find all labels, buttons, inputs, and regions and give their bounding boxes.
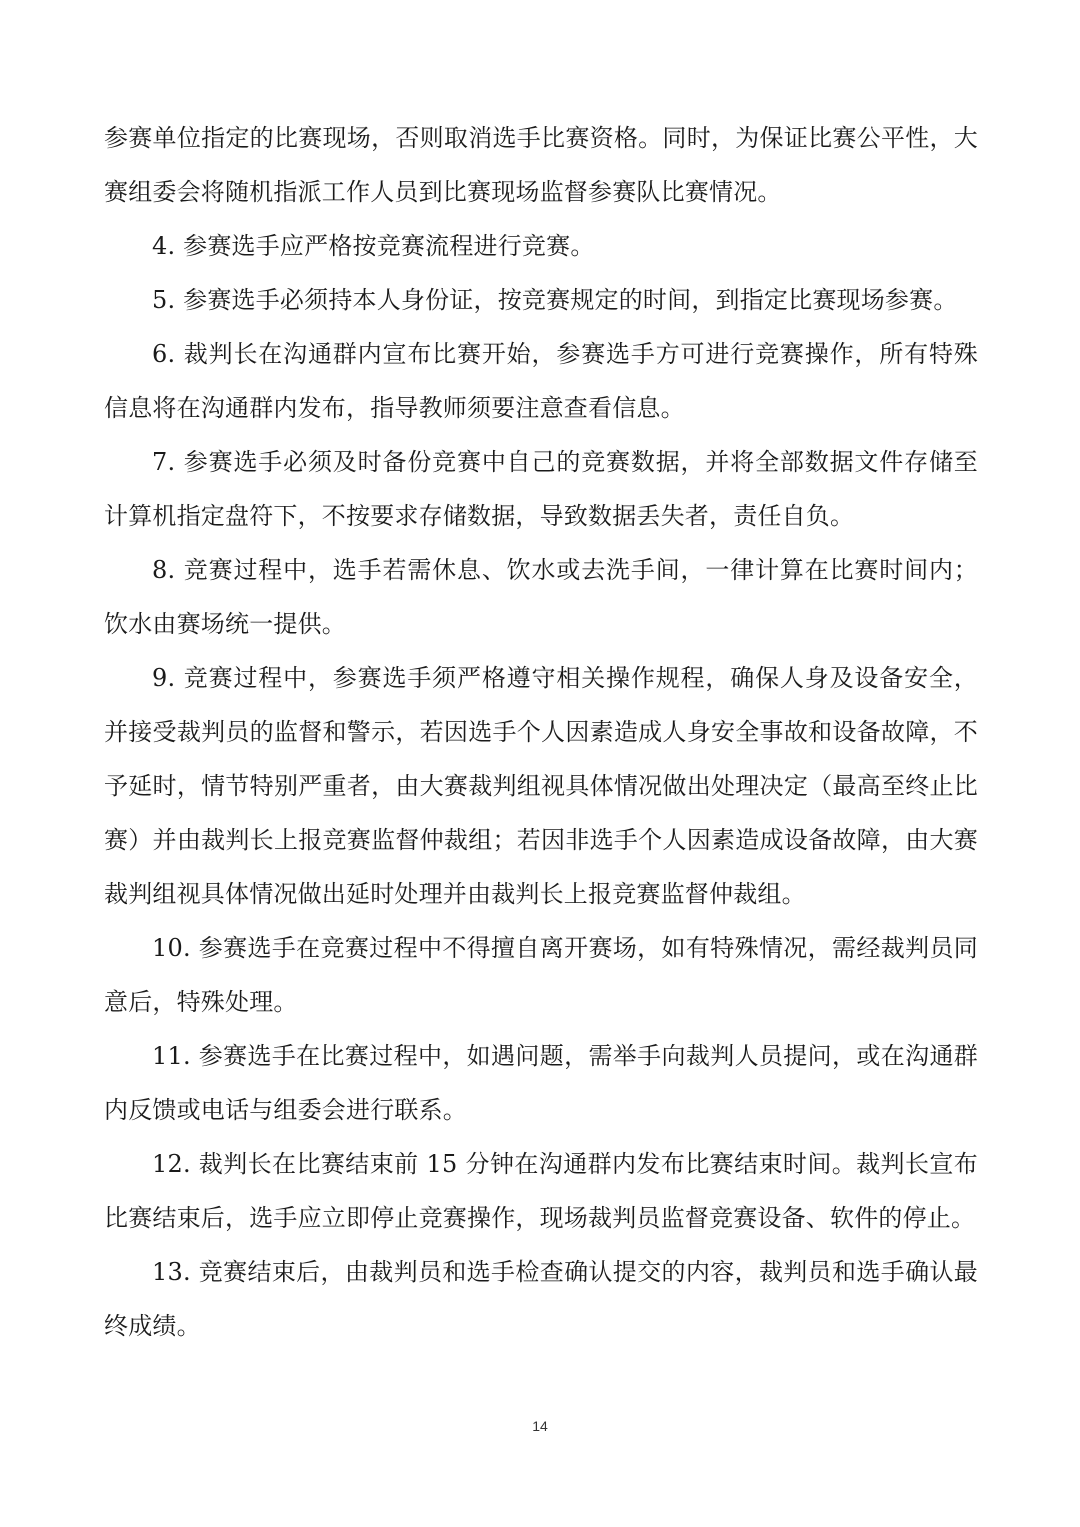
paragraph-rule-10: 10. 参赛选手在竞赛过程中不得擅自离开赛场，如有特殊情况，需经裁判员同意后，特殊处理。 xyxy=(104,934,978,1016)
paragraph-rule-11: 11. 参赛选手在比赛过程中，如遇问题，需举手向裁判人员提问，或在沟通群内反馈或电话与组委会进行联系。 xyxy=(104,1042,978,1124)
paragraph-rule-8: 8. 竞赛过程中，选手若需休息、饮水或去洗手间，一律计算在比赛时间内；饮水由赛场统一提供。 xyxy=(104,556,978,638)
paragraph-rule-7: 7. 参赛选手必须及时备份竞赛中自己的竞赛数据，并将全部数据文件存储至计算机指定盘符下，不按要求存储数据，导致数据丢失者，责任自负。 xyxy=(104,448,978,530)
document-body xyxy=(104,111,978,1353)
paragraph-rule-5: 5. 参赛选手必须持本人身份证，按竞赛规定的时间，到指定比赛现场参赛。 xyxy=(152,286,958,314)
paragraph-rule-4: 4. 参赛选手应严格按竞赛流程进行竞赛。 xyxy=(152,232,595,260)
paragraph-rule-12: 12. 裁判长在比赛结束前 15 分钟在沟通群内发布比赛结束时间。裁判长宣布比赛结束后，选手应立即停止竞赛操作，现场裁判员监督竞赛设备、软件的停止。 xyxy=(104,1150,978,1232)
paragraph-continuation: 参赛单位指定的比赛现场，否则取消选手比赛资格。同时，为保证比赛公平性，大赛组委会将随机指派工作人员到比赛现场监督参赛队比赛情况。 xyxy=(104,124,978,206)
paragraph-rule-6: 6. 裁判长在沟通群内宣布比赛开始，参赛选手方可进行竞赛操作，所有特殊信息将在沟通群内发布，指导教师须要注意查看信息。 xyxy=(104,340,978,422)
paragraph-rule-9: 9. 竞赛过程中，参赛选手须严格遵守相关操作规程，确保人身及设备安全，并接受裁判员的监督和警示，若因选手个人因素造成人身安全事故和设备故障，不予延时，情节特别严重者，由大赛裁判组视具体情况做出处理决定（最高至终止比赛）并由裁判长上报竞赛监督仲裁组；若因非选手个人因素造成设备故障，由大赛裁判组视具体情况做出延时处理并由裁判长上报竞赛监督仲裁组。 xyxy=(104,664,978,908)
page-number: 14 xyxy=(532,1418,548,1434)
paragraph-rule-13: 13. 竞赛结束后，由裁判员和选手检查确认提交的内容，裁判员和选手确认最终成绩。 xyxy=(104,1258,978,1340)
